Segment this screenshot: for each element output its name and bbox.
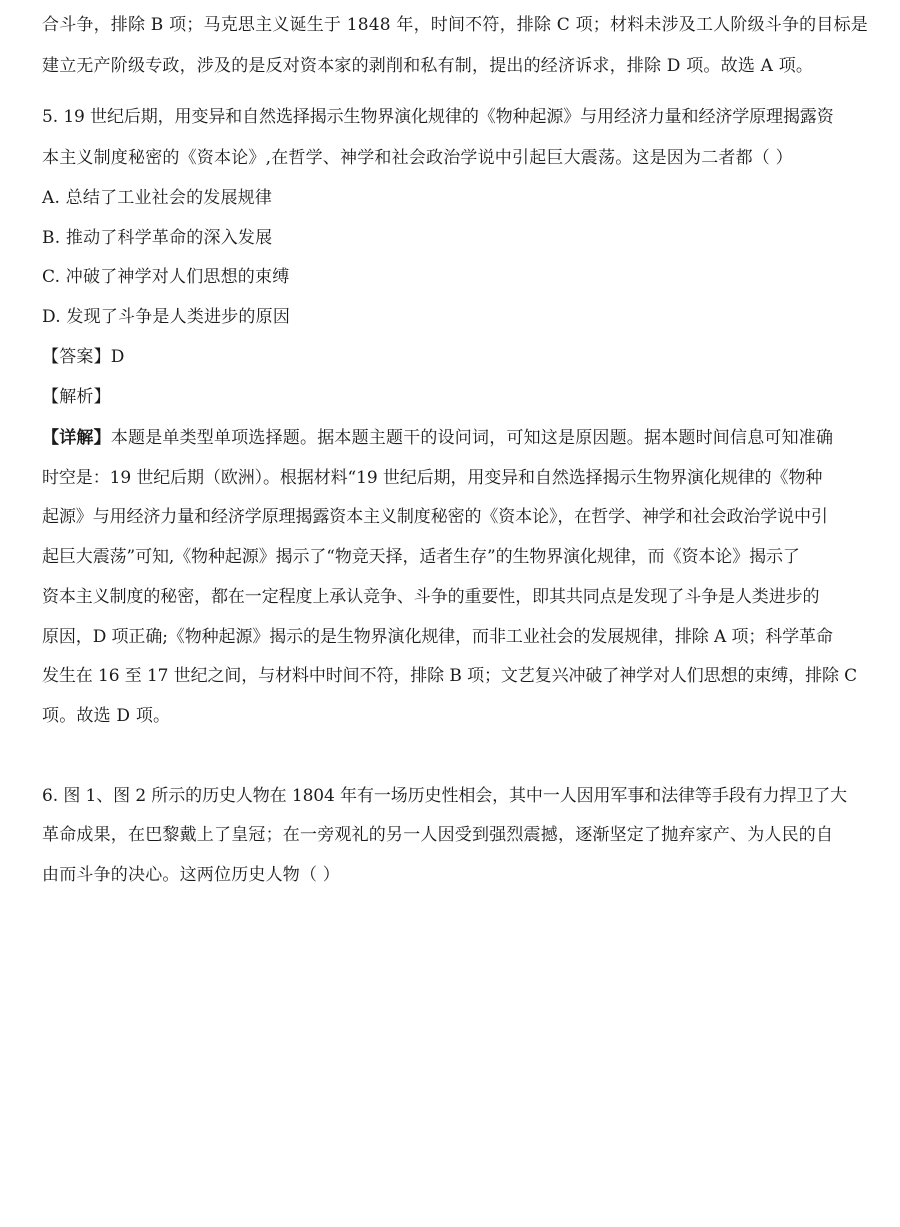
q5-detail-line-8: 项。故选 D 项。	[42, 706, 171, 726]
q5-analysis-label: 【解析】	[42, 387, 111, 407]
q5-detail-line-3: 起源》与用经济力量和经济学原理揭露资本主义制度秘密的《资本论》，在哲学、神学和社会政治学说中引	[42, 507, 828, 527]
q5-detail-heading: 【详解】	[42, 428, 111, 448]
q5-detail-line-2: 时空是：19 世纪后期（欧洲）。根据材料“19 世纪后期，用变异和自然选择揭示生物界演化规律的《物种	[42, 468, 823, 488]
q5-detail-line-7: 发生在 16 至 17 世纪之间，与材料中时间不符，排除 B 项；文艺复兴冲破了神学对人们思想的束缚，排除 C	[42, 666, 858, 686]
q5-option-d: D. 发现了斗争是人类进步的原因	[42, 307, 291, 327]
q6-stem-line-2: 革命成果，在巴黎戴上了皇冠；在一旁观礼的另一人因受到强烈震撼，逐渐坚定了抛弃家产、为人民的自	[42, 825, 834, 845]
q5-answer: 【答案】D	[42, 347, 125, 367]
prev-answer-line-2: 建立无产阶级专政，涉及的是反对资本家的剥削和私有制，提出的经济诉求，排除 D 项。故选 A 项。	[42, 56, 814, 76]
q5-stem-line-2: 本主义制度秘密的《资本论》,在哲学、神学和社会政治学说中引起巨大震荡。这是因为二者都（ ）	[42, 148, 793, 168]
q5-detail-line-1	[42, 427, 833, 449]
q6-stem-line-1: 6. 图 1、图 2 所示的历史人物在 1804 年有一场历史性相会，其中一人因用军事和法律等手段有力捍卫了大	[42, 786, 848, 806]
q5-detail-line-6: 原因，D 项正确;《物种起源》揭示的是生物界演化规律，而非工业社会的发展规律，排除 A 项；科学革命	[42, 627, 833, 647]
q5-option-a: A. 总结了工业社会的发展规律	[42, 188, 273, 208]
q5-option-c: C. 冲破了神学对人们思想的束缚	[42, 267, 290, 287]
prev-answer-line-1: 合斗争，排除 B 项；马克思主义诞生于 1848 年，时间不符，排除 C 项；材料未涉及工人阶级斗争的目标是	[42, 15, 868, 35]
q5-stem-line-1: 5. 19 世纪后期，用变异和自然选择揭示生物界演化规律的《物种起源》与用经济力量和经济学原理揭露资	[42, 107, 834, 127]
q5-detail-line-5: 资本主义制度的秘密，都在一定程度上承认竞争、斗争的重要性，即其共同点是发现了斗争是人类进步的	[42, 587, 820, 607]
q6-stem-line-3: 由而斗争的决心。这两位历史人物（ ）	[42, 865, 341, 885]
q5-option-b: B. 推动了科学革命的深入发展	[42, 228, 273, 248]
q5-detail-text-1: 本题是单类型单项选择题。据本题主题干的设问词，可知这是原因题。据本题时间信息可知准确	[110, 428, 834, 448]
q5-detail-line-4: 起巨大震荡”可知,《物种起源》揭示了“物竞天择，适者生存”的生物界演化规律，而《资本论》揭示了	[42, 547, 800, 567]
